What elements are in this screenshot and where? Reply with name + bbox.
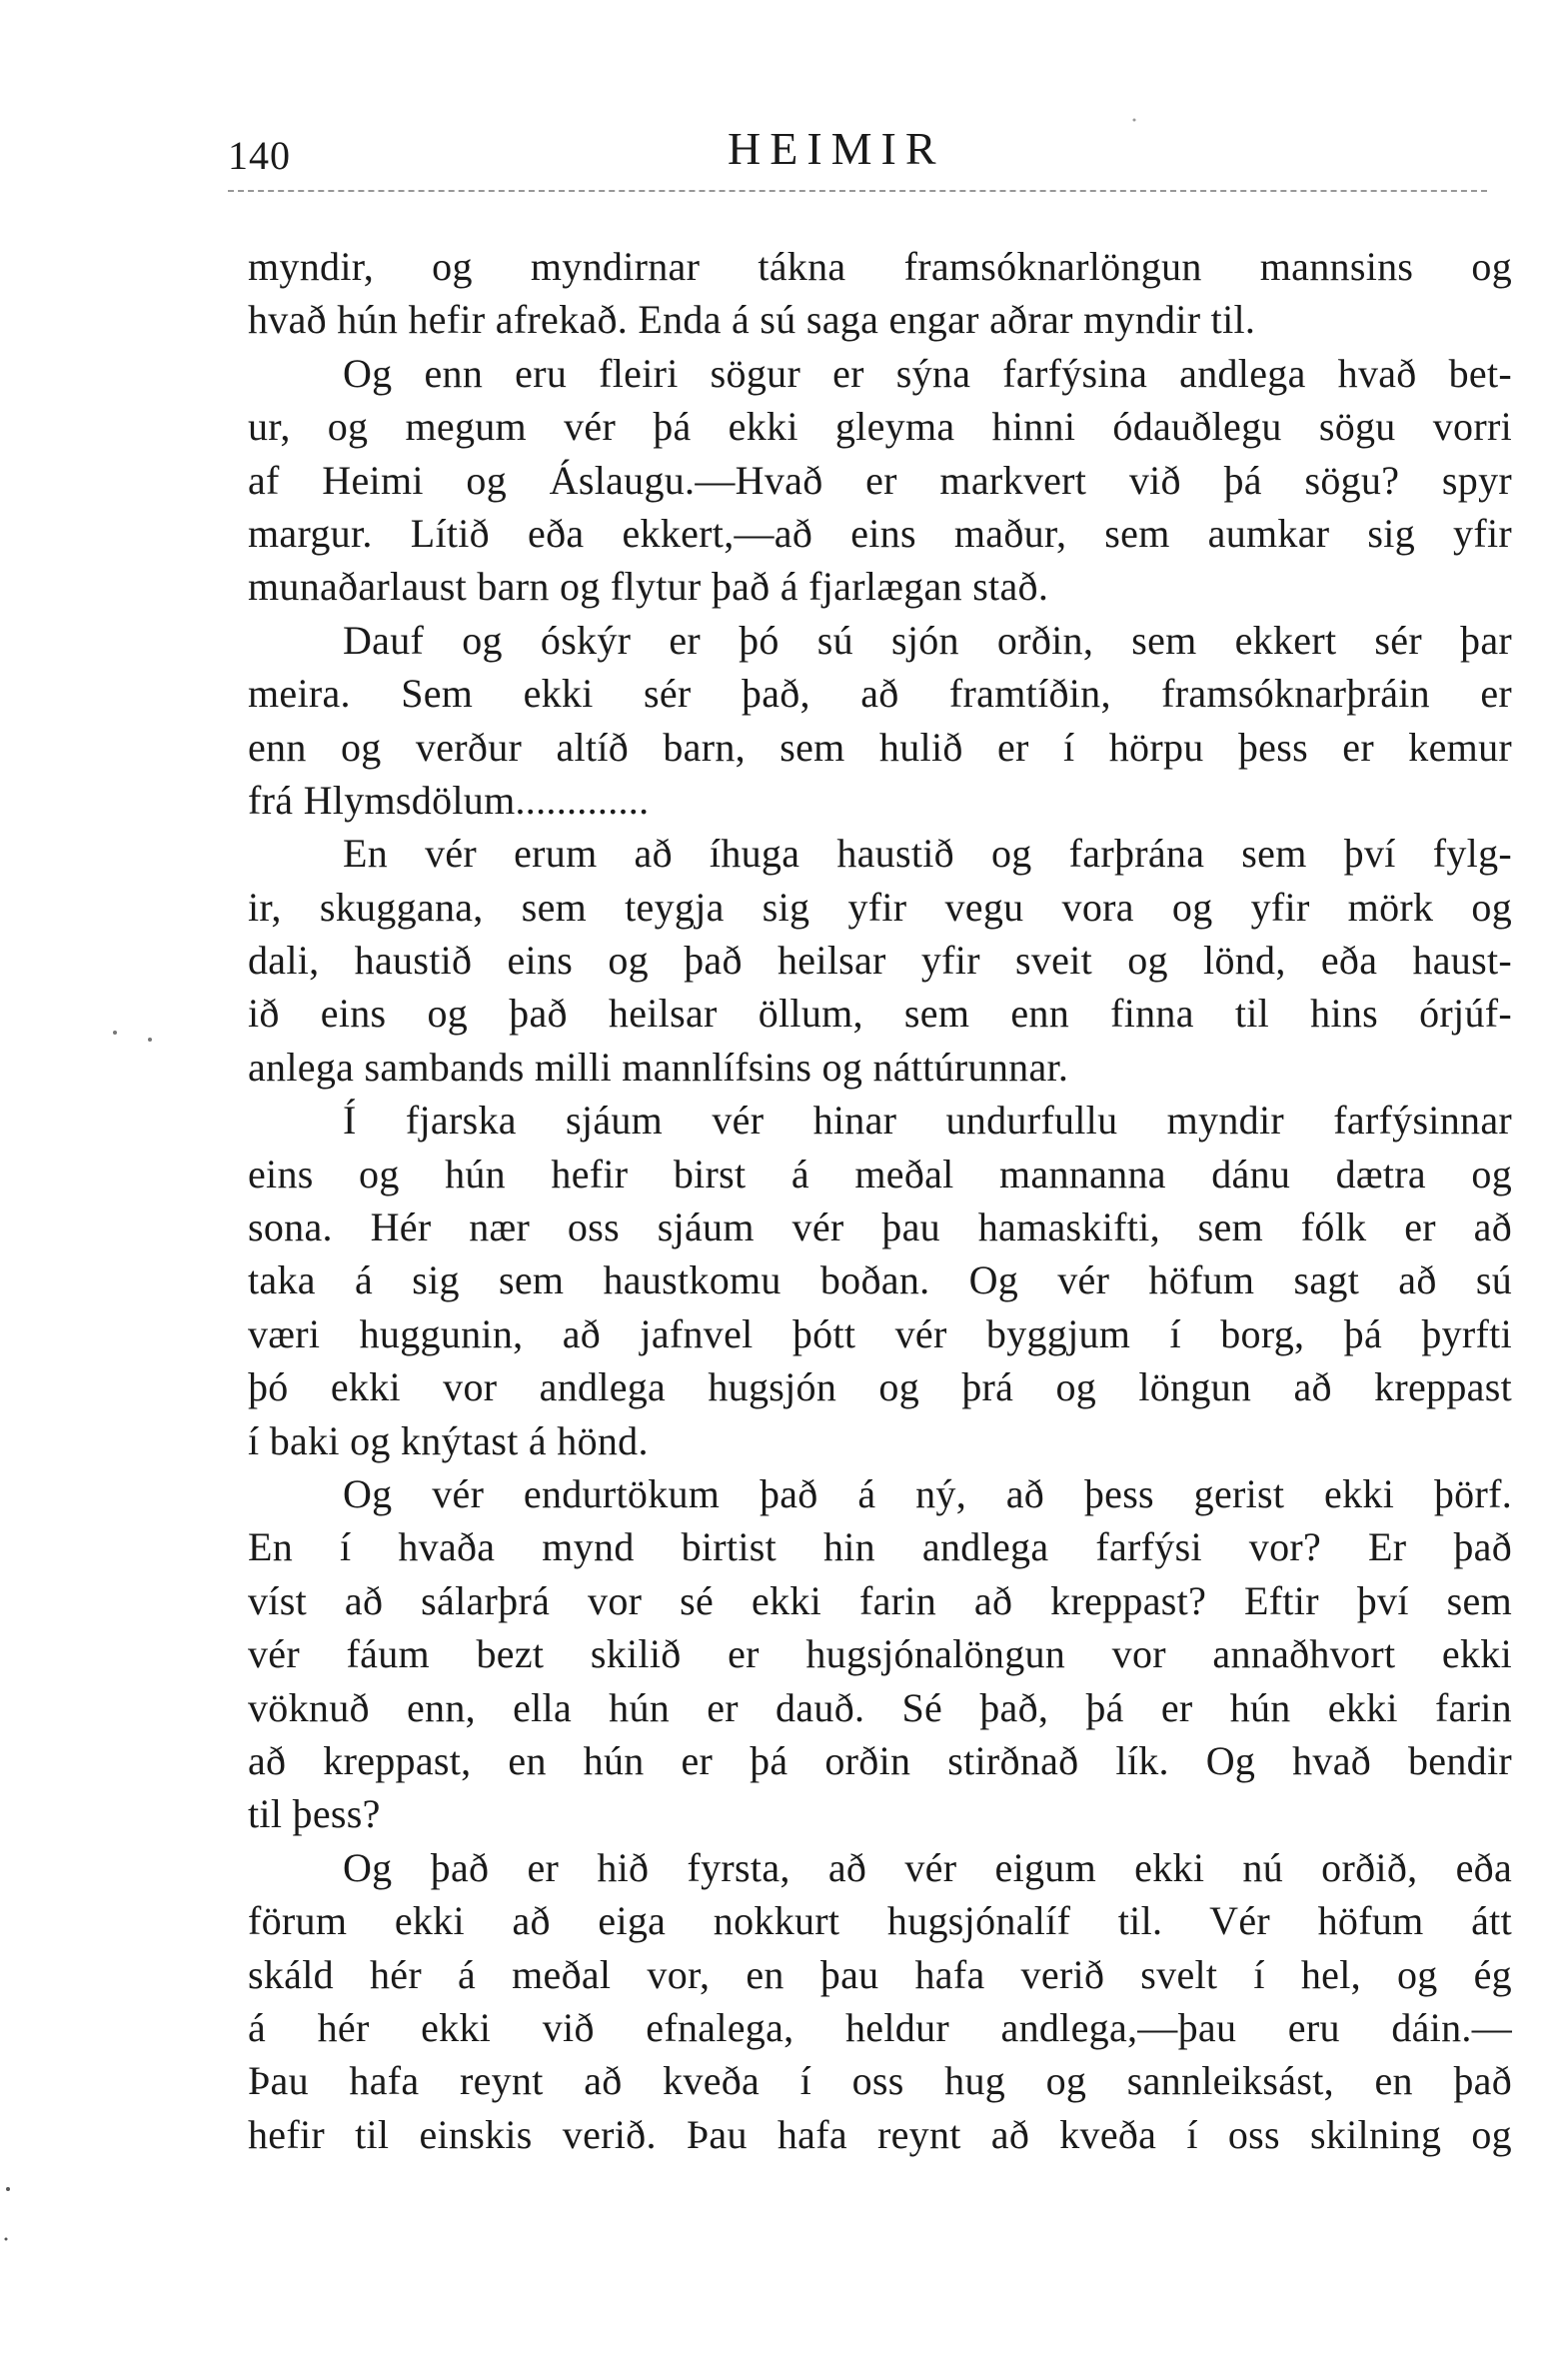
text-line: sona. Hér nær oss sjáum vér þau hamaskifti, sem fólk er að	[248, 1204, 1512, 1250]
page-header	[228, 118, 1487, 188]
text-line: hefir til einskis verið. Þau hafa reynt að kveða í oss skilning og	[248, 2111, 1512, 2157]
speck	[148, 1038, 152, 1042]
page-number: 140	[228, 133, 291, 178]
text-line: meira. Sem ekki sér það, að framtíðin, framsóknarþráin er	[248, 671, 1512, 717]
text-line: á hér ekki við efnalega, heldur andlega,—þau eru dáin.—	[248, 2004, 1512, 2050]
text-line: hvað hún hefir afrekað. Enda á sú saga engar aðrar myndir til.	[248, 297, 1256, 343]
text-line: taka á sig sem haustkomu boðan. Og vér höfum sagt að sú	[248, 1257, 1512, 1303]
text-line: víst að sálarþrá vor sé ekki farin að kreppast? Eftir því sem	[248, 1577, 1512, 1623]
speck	[113, 1031, 117, 1035]
text-line: ur, og megum vér þá ekki gleyma hinni ódauðlegu sögu vorri	[248, 404, 1512, 450]
text-line: væri huggunin, að jafnvel þótt vér byggjum í borg, þá þyrfti	[248, 1310, 1512, 1356]
text-line: vér fáum bezt skilið er hugsjónalöngun vor annaðhvort ekki	[248, 1631, 1512, 1677]
speck	[6, 2187, 10, 2191]
text-line: eins og hún hefir birst á meðal mannanna dánu dætra og	[248, 1151, 1512, 1196]
text-line: margur. Lítið eða ekkert,—að eins maður, sem aumkar sig yfir	[248, 510, 1512, 556]
text-line: En vér erum að íhuga haustið og farþrána sem því fylg-	[343, 831, 1512, 877]
text-line: ið eins og það heilsar öllum, sem enn finna til hins órjúf-	[248, 991, 1512, 1037]
text-line: Í fjarska sjáum vér hinar undurfullu myndir farfýsinnar	[343, 1098, 1512, 1144]
text-line: frá Hlymsdölum.............	[248, 777, 650, 823]
text-line: dali, haustið eins og það heilsar yfir sveit og lönd, eða haust-	[248, 938, 1512, 984]
text-line: munaðarlaust barn og flytur það á fjarlægan stað.	[248, 564, 1049, 610]
text-line: ir, skuggana, sem teygja sig yfir vegu vora og yfir mörk og	[248, 884, 1512, 930]
body-text	[248, 240, 1512, 2161]
text-line: myndir, og myndirnar tákna framsóknarlöngun mannsins og	[248, 244, 1512, 289]
text-line: til þess?	[248, 1791, 381, 1837]
header-rule	[228, 190, 1487, 192]
text-line: Og enn eru fleiri sögur er sýna farfýsina andlega hvað bet-	[343, 350, 1512, 396]
text-line: af Heimi og Áslaugu.—Hvað er markvert við þá sögu? spyr	[248, 457, 1512, 503]
running-head: HEIMIR	[728, 123, 945, 174]
text-line: En í hvaða mynd birtist hin andlega farfýsi vor? Er það	[248, 1524, 1512, 1570]
text-line: anlega sambands milli mannlífsins og náttúrunnar.	[248, 1044, 1069, 1090]
text-line: Og það er hið fyrsta, að vér eigum ekki nú orðið, eða	[343, 1844, 1512, 1890]
text-line: Þau hafa reynt að kveða í oss hug og sannleiksást, en það	[248, 2058, 1512, 2104]
text-line: vöknuð enn, ella hún er dauð. Sé það, þá er hún ekki farin	[248, 1684, 1512, 1730]
text-line: þó ekki vor andlega hugsjón og þrá og löngun að kreppast	[248, 1364, 1512, 1410]
speck	[5, 2238, 8, 2241]
text-line: Dauf og óskýr er þó sú sjón orðin, sem ekkert sér þar	[343, 617, 1512, 663]
text-line: Og vér endurtökum það á ný, að þess gerist ekki þörf.	[343, 1470, 1512, 1516]
text-line: í baki og knýtast á hönd.	[248, 1417, 649, 1463]
text-line: förum ekki að eiga nokkurt hugsjónalíf til. Vér höfum átt	[248, 1898, 1512, 1944]
text-line: skáld hér á meðal vor, en þau hafa verið svelt í hel, og ég	[248, 1951, 1512, 1997]
text-line: að kreppast, en hún er þá orðin stirðnað lík. Og hvað bendir	[248, 1737, 1512, 1783]
text-line: enn og verður altíð barn, sem hulið er í hörpu þess er kemur	[248, 724, 1512, 770]
